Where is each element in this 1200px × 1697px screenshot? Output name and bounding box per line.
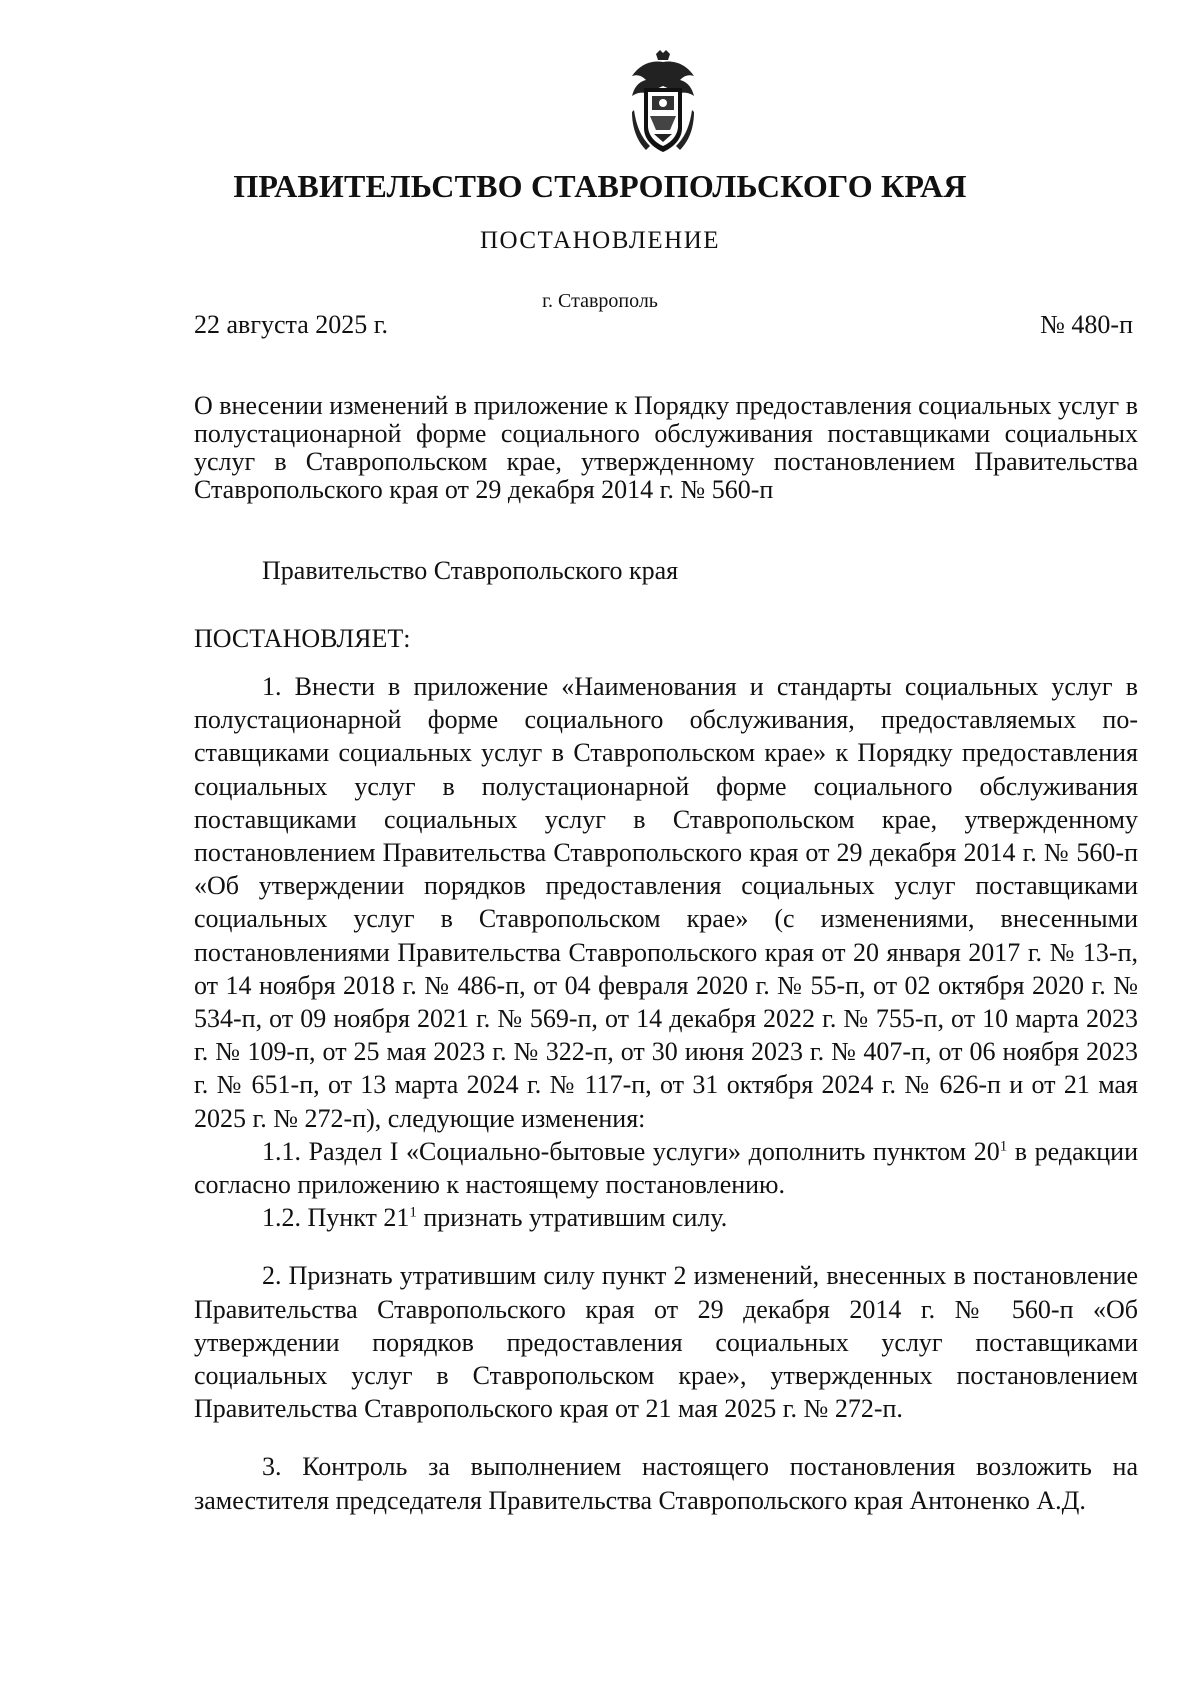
coat-of-arms-emblem (624, 50, 702, 154)
paragraph-1-2-text: 1.2. Пункт 21 (262, 1203, 410, 1233)
document-number: № 480-п (1040, 310, 1133, 339)
document-subject: О внесении изменений в приложение к Порядку предоставления социальных услуг в полустационарной форме социального обслуживания поставщиками социальных услуг в Ставропольском крае, утвержденному постановлением Правительства Ставропольского края от 29 декабря 2014 г. № 560-п (194, 391, 1138, 504)
paragraph-1-1-text: 1.1. Раздел I «Социально-бытовые услуги» дополнить пунктом 20 (262, 1136, 1000, 1166)
paragraph-1-2-superscript: 1 (409, 1204, 417, 1221)
decides-heading: ПОСТАНОВЛЯЕТ: (194, 624, 411, 653)
paragraph-1-1 (194, 1135, 1138, 1201)
document-date: 22 августа 2025 г. (194, 310, 388, 339)
paragraph-3: 3. Контроль за выполнением настоящего постановления возложить на заместителя председателя Правительства Ставропольского края Антоненко А.Д. (194, 1452, 1138, 1515)
paragraph-1-2-text-end: признать утратившим силу. (416, 1203, 728, 1233)
paragraph-2: 2. Признать утратившим силу пункт 2 изменений, внесенных в постановление Правительства Ставропольского края от 29 декабря 2014 г. № 560-п «Об утверждении порядков предоставления социальных услуг поставщиками социальных услуг в Ставропольском крае», утвержденных постановлением Правительства Ставропольского края от 21 мая 2025 г. № 272-п. (194, 1261, 1138, 1424)
government-title: ПРАВИТЕЛЬСТВО СТАВРОПОЛЬСКОГО КРАЯ (233, 168, 967, 204)
document-body (194, 670, 1138, 1517)
paragraph-1: 1. Внести в приложение «Наименования и стандарты социальных услуг в полустационарной форме социального обслуживания, предоставляемых поставщиками социальных услуг в Ставропольском крае» к Порядку предоставления социальных услуг в полустационарной форме социального обслуживания поставщиками социальных услуг в Ставропольском крае, утвержденному постановлением Правительства Ставропольского края от 29 декабря 2014 г. № 560-п «Об утверждении порядков предоставления социальных услуг поставщиками социальных услуг в Ставропольском крае» (с изменениями, внесенными постановлениями Правительства Ставропольского края от 20 января 2017 г. № 13-п, от 14 ноября 2018 г. № 486-п, от 04 февраля 2020 г. № 55-п, от 02 октября 2020 г. № 534-п, от 09 ноября 2021 г. № 569-п, от 14 декабря 2022 г. № 755-п, от 10 марта 2023 г. № 109-п, от 25 мая 2023 г. № 322-п, от 30 июня 2023 г. № 407-п, от 06 ноября 2023 г. № 651-п, от 13 марта 2024 г. № 117-п, от 31 октября 2024 г. № 626-п и от 21 мая 2025 г. № 272-п), следующие изменения: (194, 672, 1138, 1133)
paragraph-1-2 (194, 1201, 1138, 1234)
paragraph-1-1-text-end: в редакции согласно приложению к настоящему постановлению. (194, 1136, 1138, 1200)
city: г. Ставрополь (542, 290, 658, 312)
issuing-authority: Правительство Ставропольского края (262, 556, 679, 585)
paragraph-1-1-superscript: 1 (999, 1138, 1008, 1155)
document-type: ПОСТАНОВЛЕНИЕ (479, 227, 721, 254)
